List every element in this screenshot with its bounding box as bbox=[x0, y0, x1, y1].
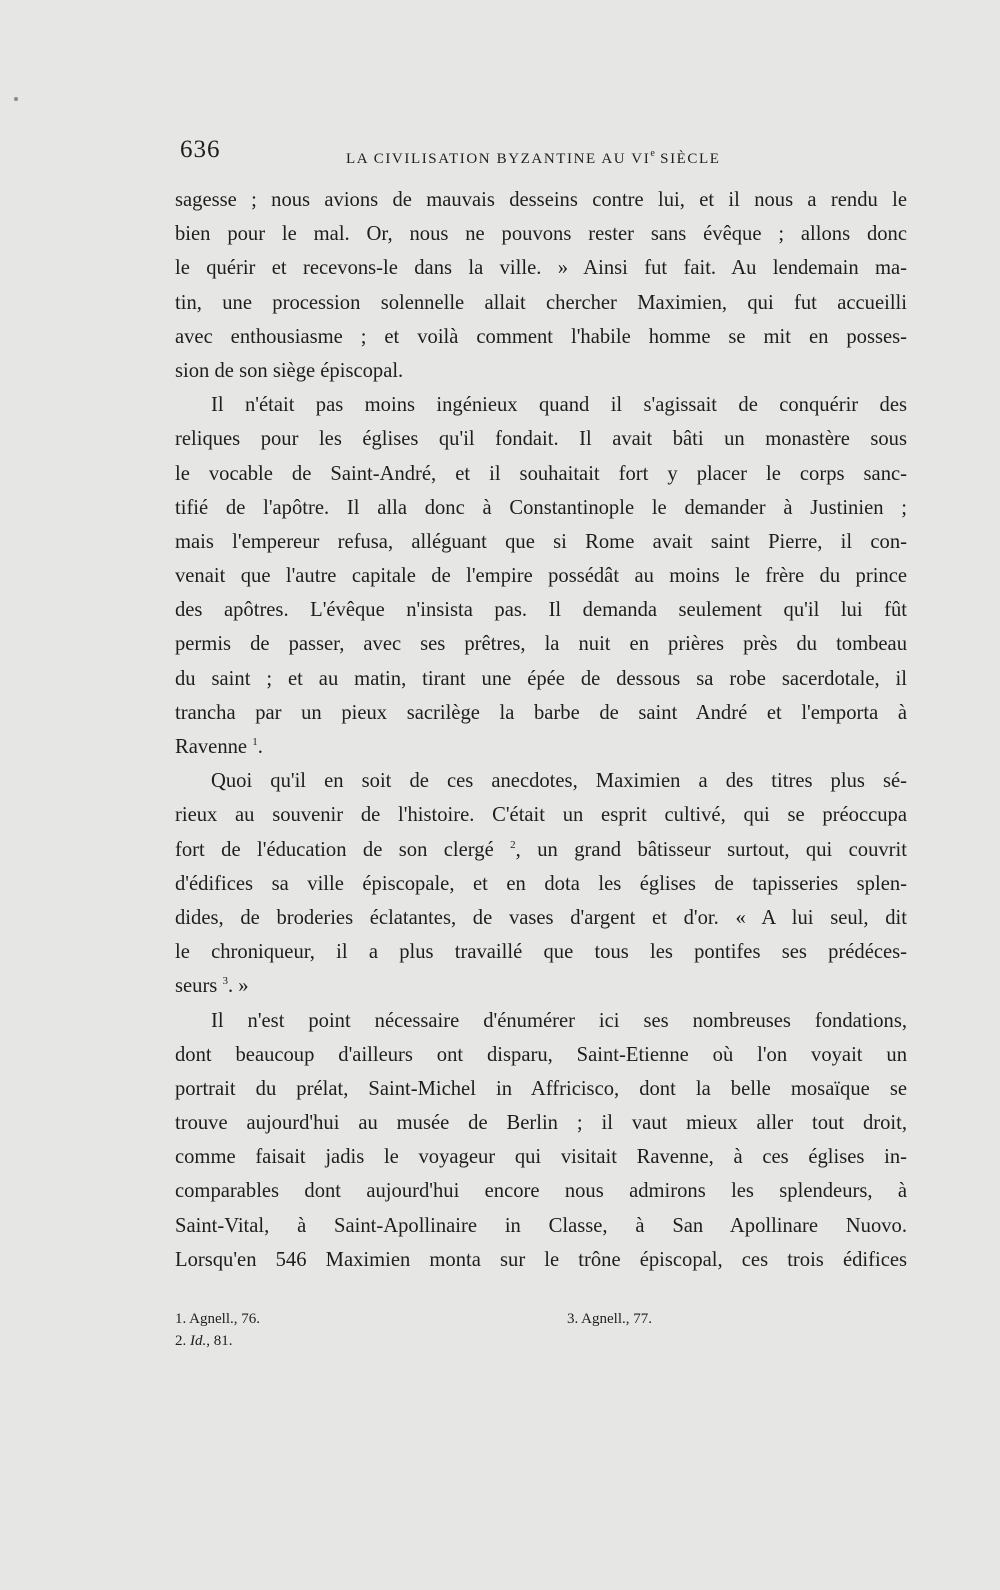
text-line: tin, une procession solennelle allait chercher Maximien, qui fut accueilli bbox=[175, 291, 907, 314]
footnotes-left-column bbox=[175, 1308, 260, 1352]
footnote-2-rest: , 81. bbox=[206, 1333, 233, 1349]
text-fragment: Ravenne bbox=[175, 736, 248, 758]
text-line: Lorsqu'en 546 Maximien monta sur le trône épiscopal, ces trois édifices bbox=[175, 1248, 907, 1271]
body-text bbox=[175, 183, 907, 1277]
running-title bbox=[346, 148, 721, 168]
text-line bbox=[175, 730, 907, 764]
running-title-main: LA CIVILISATION BYZANTINE AU VI bbox=[346, 151, 651, 167]
text-line bbox=[175, 969, 907, 1003]
paper-speck bbox=[14, 97, 18, 101]
text-line: avec enthousiasme ; et voilà comment l'habile homme se mit en posses- bbox=[175, 325, 907, 348]
footnote-3: 3. Agnell., 77. bbox=[567, 1311, 652, 1327]
text-line: des apôtres. L'évêque n'insista pas. Il demanda seulement qu'il lui fût bbox=[175, 599, 907, 622]
text-fragment: . bbox=[257, 736, 263, 758]
text-line: tifié de l'apôtre. Il alla donc à Constantinople le demander à Justinien ; bbox=[175, 496, 907, 519]
footnote-2 bbox=[175, 1330, 260, 1352]
text-line: trancha par un pieux sacrilège la barbe de saint André et l'emporta à bbox=[175, 701, 907, 724]
text-line: d'édifices sa ville épiscopale, et en dota les églises de tapisseries splen- bbox=[175, 872, 907, 895]
paragraph-start: Il n'est point nécessaire d'énumérer ici ses nombreuses fondations, bbox=[211, 1009, 907, 1032]
text-line: comme faisait jadis le voyageur qui visitait Ravenne, à ces églises in- bbox=[175, 1146, 907, 1169]
text-line: comparables dont aujourd'hui encore nous admirons les splendeurs, à bbox=[175, 1180, 907, 1203]
page-header bbox=[180, 136, 906, 170]
text-line: dides, de broderies éclatantes, de vases d'argent et d'or. « A lui seul, dit bbox=[175, 906, 907, 929]
footnotes-right-column bbox=[567, 1308, 652, 1330]
text-line: trouve aujourd'hui au musée de Berlin ; il vaut mieux aller tout droit, bbox=[175, 1112, 907, 1135]
running-title-end: SIÈCLE bbox=[660, 151, 721, 167]
text-fragment: seurs bbox=[175, 975, 218, 998]
footnote-2-number: 2. bbox=[175, 1333, 187, 1349]
paragraph-start: Il n'était pas moins ingénieux quand il s'agissait de conquérir des bbox=[211, 394, 907, 417]
text-line: bien pour le mal. Or, nous ne pouvons rester sans évêque ; allons donc bbox=[175, 223, 907, 246]
text-line: le vocable de Saint-André, et il souhaitait fort y placer le corps sanc- bbox=[175, 462, 907, 485]
text-line: Saint-Vital, à Saint-Apollinaire in Classe, à San Apollinare Nuovo. bbox=[175, 1214, 907, 1237]
footnote-ref-1: 1 bbox=[252, 736, 258, 748]
text-line: venait que l'autre capitale de l'empire possédât au moins le frère du prince bbox=[175, 565, 907, 588]
footnote-1: 1. Agnell., 76. bbox=[175, 1311, 260, 1327]
text-fragment: . » bbox=[227, 975, 249, 998]
text-line: du saint ; et au matin, tirant une épée de dessous sa robe sacerdotale, il bbox=[175, 667, 907, 690]
text-fragment: fort de l'éducation de son clergé bbox=[175, 838, 494, 861]
text-line: le quérir et recevons-le dans la ville. » Ainsi fut fait. Au lendemain ma- bbox=[175, 257, 907, 280]
text-line: dont beaucoup d'ailleurs ont disparu, Saint-Etienne où l'on voyait un bbox=[175, 1043, 907, 1066]
text-line: mais l'empereur refusa, alléguant que si Rome avait saint Pierre, il con- bbox=[175, 530, 907, 553]
paragraph-start: Quoi qu'il en soit de ces anecdotes, Maximien a des titres plus sé- bbox=[211, 770, 907, 793]
text-line bbox=[175, 833, 907, 867]
text-line: rieux au souvenir de l'histoire. C'était un esprit cultivé, qui se préoccupa bbox=[175, 804, 907, 827]
text-line: sion de son siège épiscopal. bbox=[175, 359, 404, 382]
footnote-ref-3: 3 bbox=[222, 975, 228, 988]
text-line: permis de passer, avec ses prêtres, la nuit en prières près du tombeau bbox=[175, 633, 907, 656]
footnote-2-italic: Id. bbox=[190, 1333, 207, 1349]
text-line: reliques pour les églises qu'il fondait. Il avait bâti un monastère sous bbox=[175, 428, 907, 451]
text-line: sagesse ; nous avions de mauvais desseins contre lui, et il nous a rendu le bbox=[175, 189, 907, 211]
running-title-superscript: e bbox=[650, 148, 655, 159]
text-line: le chroniqueur, il a plus travaillé que tous les pontifes ses prédéces- bbox=[175, 941, 907, 964]
text-fragment: , un grand bâtisseur surtout, qui couvrit bbox=[515, 838, 907, 861]
text-line: portrait du prélat, Saint-Michel in Affricisco, dont la belle mosaïque se bbox=[175, 1077, 907, 1100]
page-number: 636 bbox=[180, 136, 221, 163]
footnote-ref-2: 2 bbox=[510, 838, 516, 851]
